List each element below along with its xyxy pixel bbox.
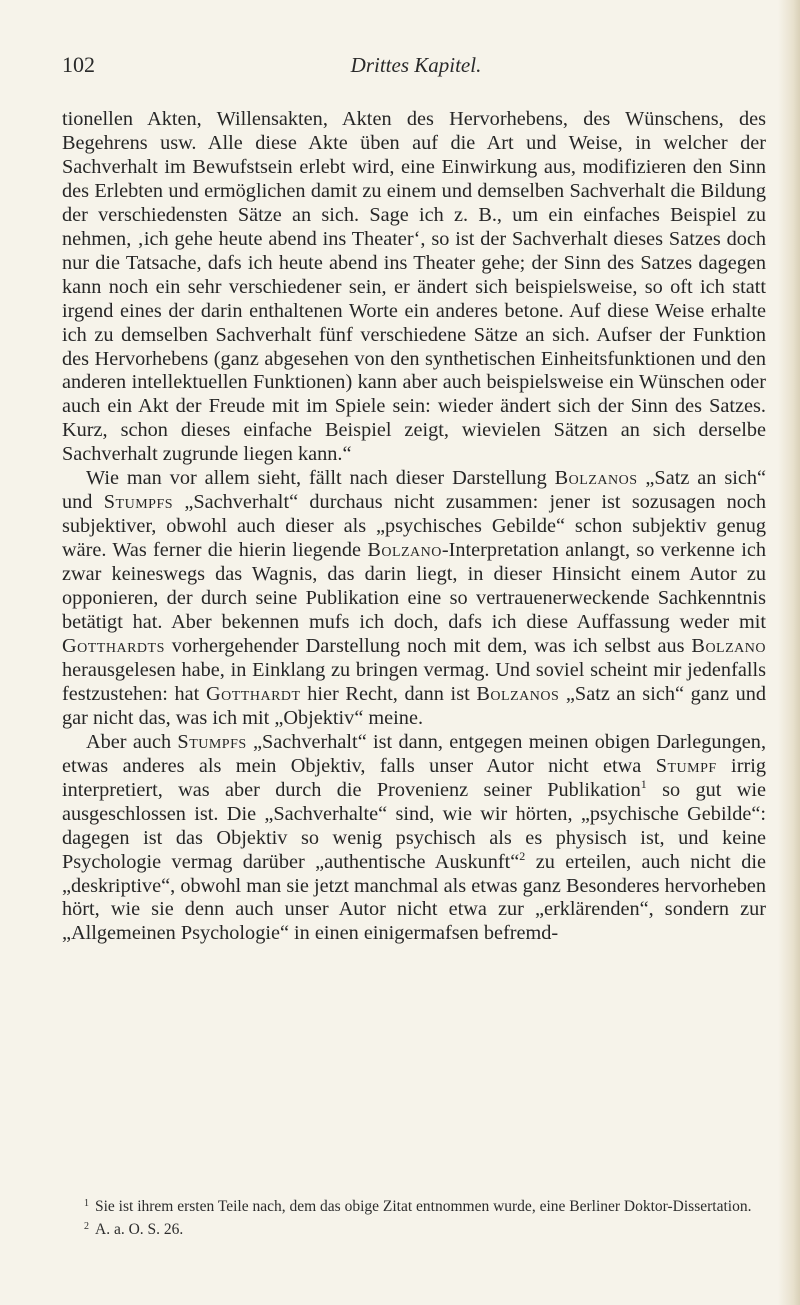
page-edge-shadow [778, 0, 800, 1305]
paragraph-1 [62, 108, 766, 467]
footnote-ref-1: 1 [640, 776, 647, 791]
footnote-mark-2: 2 [84, 1221, 89, 1232]
author-name: Gotthardts [62, 634, 165, 657]
page-number: 102 [62, 52, 95, 77]
author-name: Bolzano [367, 539, 442, 562]
paragraph-2-text: Wie man vor allem sieht, fällt nach dieser Darstellung [86, 467, 555, 490]
footnote-1 [62, 1194, 766, 1217]
author-name: Stumpf [655, 754, 717, 777]
footnotes [62, 1194, 766, 1240]
paragraph-1-text: tionellen Akten, Willensakten, Akten des Hervorhebens, des Wünschens, des Begehrens usw. Alle diese Akte üben auf die Art und Weise, in welcher der Sachverhalt im Bewufstsein erlebt wird, eine Einwirkung aus, modifizieren den Sinn des Erlebten und ermöglichen damit zu einem und demselben Sachverhalt die Bildung der verschiedensten Sätze an sich. Sage ich z. B., um ein einfaches Beispiel zu nehmen, ‚ich gehe heute abend ins Theater‘, so ist der Sachverhalt dieses Satzes doch nur die Tatsache, dafs ich heute abend ins Theater gehe; der Sinn des Satzes dagegen kann noch ein sehr verschiedener sein, er ändert sich beispielsweise, so oft ich statt irgend eines der darin enthaltenen Worte ein anderes betone. Auf diese Weise erhalte ich zu demselben Sachverhalt fünf verschiedene Sätze an sich. Aufser der Funktion des Hervorhebens (ganz abgesehen von den synthetischen Einheitsfunktionen und den anderen intellektuellen Funktionen) kann aber auch beispielsweise ein Wünschen oder auch ein Akt der Freude mit im Spiele sein: wieder ändert sich der Sinn des Satzes. Kurz, schon dieses einfache Beispiel zeigt, wievielen Sätzen an sich derselbe Sachverhalt zugrunde liegen kann.“ [62, 108, 766, 466]
page-header [62, 52, 770, 82]
author-name: Bolzanos [554, 467, 638, 490]
paragraph-3-text: so gut wie ausgeschlossen ist. Die „Sachverhalte“ sind, wie wir hörten, „psychische Gebilde“: dagegen ist das Objektiv so wenig psychisch als es physisch ist, und keine Psychologie vermag darüber „authentische Auskunft“ [62, 778, 766, 873]
paragraph-2-text: herausgelesen habe, in Einklang zu bringen vermag. Und soviel scheint mir jedenfalls festzustehen: hat [62, 658, 766, 705]
author-name: Bolzano [691, 634, 766, 657]
paragraph-3 [62, 731, 766, 947]
paragraph-3-text: irrig interpretiert, was aber durch die Provenienz seiner Publikation [62, 754, 766, 801]
paragraph-2-text: vorhergehender Darstellung noch mit dem, was ich selbst aus [164, 634, 692, 657]
paragraph-3-text: „Sachverhalt“ ist dann, entgegen meinen obigen Darlegungen, etwas anderes als mein Objektiv, falls unser Autor nicht etwa [62, 730, 767, 777]
running-head: Drittes Kapitel. [350, 53, 482, 77]
paragraph-2-text: „Satz an sich“ ganz und gar nicht das, was ich mit „Objektiv“ meine. [62, 682, 766, 729]
paragraph-2-text: -Interpretation anlangt, so verkenne ich zwar keineswegs das Wagnis, das darin liegt, in dieser Hinsicht einem Autor zu opponieren, der durch seine Publikation eine so vertrauenerweckende Sachkenntnis betätigt hat. Aber bekennen mufs ich doch, dafs ich diese Auffassung weder mit [62, 539, 766, 634]
paragraph-3-text: Aber auch [86, 730, 178, 753]
footnote-2 [62, 1217, 766, 1240]
footnote-text-1: Sie ist ihrem ersten Teile nach, dem das obige Zitat entnommen wurde, eine Berliner Doktor-Dissertation. [95, 1198, 752, 1215]
paragraph-2-text: „Satz an sich“ und [62, 467, 766, 514]
author-name: Stumpfs [103, 491, 174, 514]
paragraph-2-text: „Sachverhalt“ durchaus nicht zusammen: jener ist sozusagen noch subjektiver, obwohl auch dieser als „psychisches Gebilde“ schon subjektiv genug wäre. Was ferner die hierin liegende [62, 491, 766, 562]
paragraph-2-text: hier Recht, dann ist [300, 682, 477, 705]
author-name: Stumpfs [177, 730, 247, 753]
body-text [62, 108, 766, 946]
author-name: Bolzanos [476, 682, 560, 705]
paragraph-2 [62, 467, 766, 730]
footnote-text-2: A. a. O. S. 26. [95, 1221, 184, 1238]
author-name: Gotthardt [205, 682, 301, 705]
footnote-ref-2: 2 [519, 848, 526, 863]
footnote-mark-1: 1 [84, 1198, 89, 1209]
paragraph-3-text: zu erteilen, auch nicht die „deskriptive“, obwohl man sie jetzt manchmal als etwas ganz Besonderes hervorheben hört, wie sie denn auch unser Autor nicht etwa zur „erklärenden“, sondern zur „Allgemeinen Psychologie“ in einen einigermafsen befremd- [62, 850, 766, 945]
